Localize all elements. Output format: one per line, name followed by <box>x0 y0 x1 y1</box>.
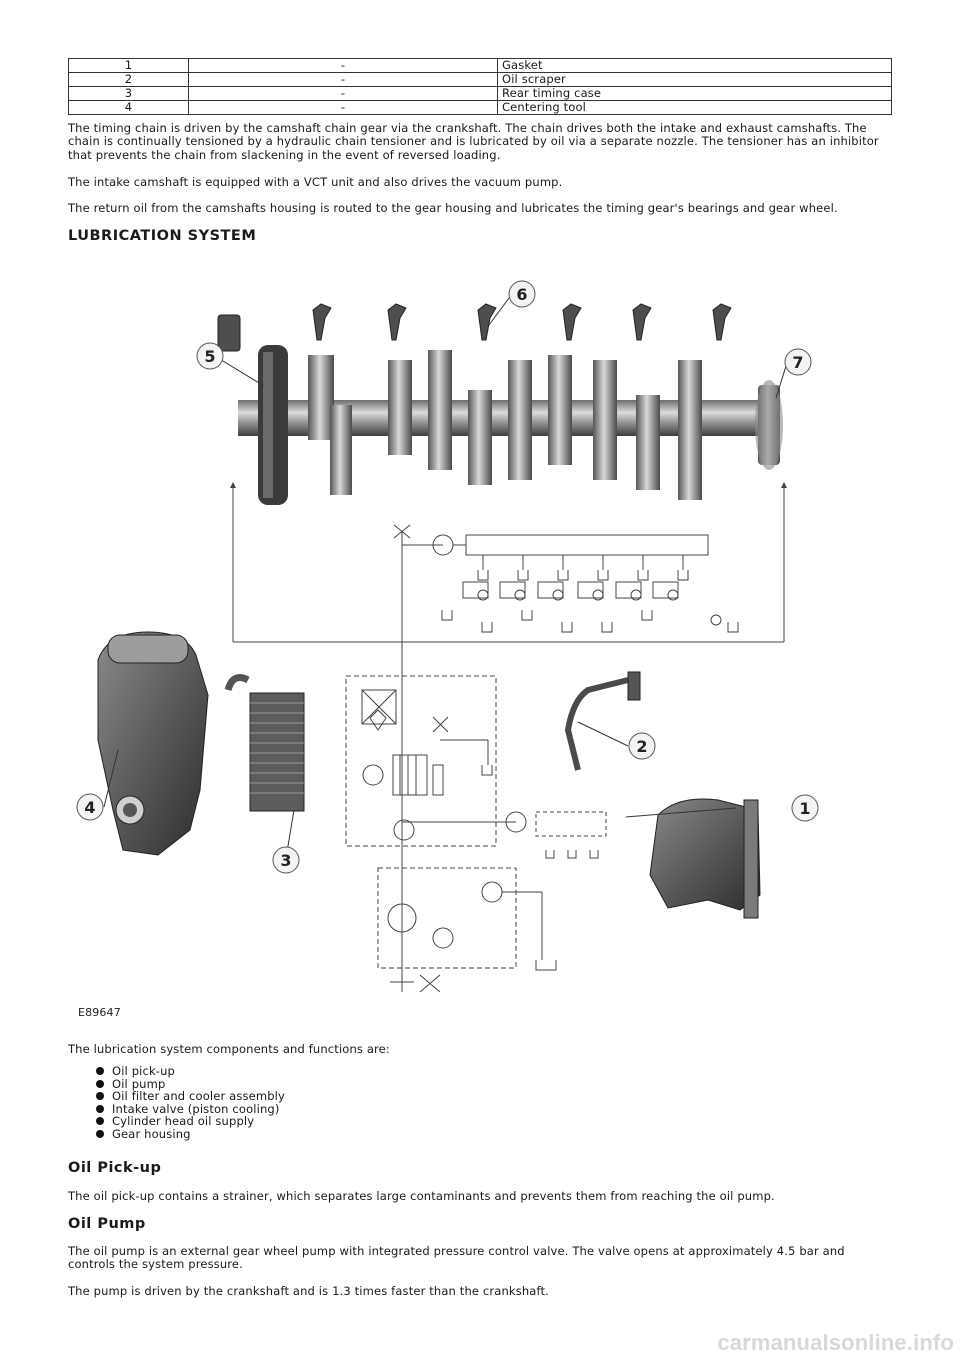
table-row <box>69 59 892 73</box>
callout-label: 1 <box>799 799 811 818</box>
components-table <box>68 58 892 115</box>
oil-pump-heading: Oil Pump <box>68 1216 146 1232</box>
list-item: Gear housing <box>96 1128 285 1141</box>
return-reservoirs <box>442 610 738 632</box>
callout-label: 6 <box>516 285 528 304</box>
callout-label: 5 <box>204 347 216 366</box>
oil-pickup-text: The oil pick-up contains a strainer, which separates large contaminants and prevents them from reaching the oil pump. <box>68 1189 775 1203</box>
table-cell-name: Rear timing case <box>498 87 892 101</box>
oil-pickup-pipe <box>568 672 640 770</box>
table-cell-dash: - <box>189 101 498 115</box>
oil-pump-text: The pump is driven by the crankshaft and is 1.3 times faster than the crankshaft. <box>68 1284 549 1298</box>
piston-cooling-nozzles <box>218 304 731 351</box>
list-item: Cylinder head oil supply <box>96 1115 285 1128</box>
table-cell-dash: - <box>189 59 498 73</box>
table-cell-number: 1 <box>69 59 189 73</box>
oil-pickup-heading: Oil Pick-up <box>68 1160 162 1176</box>
oil-filter-housing <box>98 632 208 855</box>
callout-label: 7 <box>792 353 804 372</box>
list-item: Intake valve (piston cooling) <box>96 1103 285 1116</box>
lubrication-system-diagram <box>68 270 892 1022</box>
table-cell-dash: - <box>189 73 498 87</box>
table-cell-name: Centering tool <box>498 101 892 115</box>
table-cell-number: 2 <box>69 73 189 87</box>
watermark: carmanualsonline.info <box>717 1330 954 1355</box>
table-cell-number: 4 <box>69 101 189 115</box>
table-cell-number: 3 <box>69 87 189 101</box>
intro-paragraph: The intake camshaft is equipped with a VCT unit and also drives the vacuum pump. <box>68 175 563 189</box>
intro-paragraph: The return oil from the camshafts housing is routed to the gear housing and lubricates the timing gear's bearings and gear wheel. <box>68 201 838 215</box>
crankshaft <box>238 345 783 505</box>
table-cell-name: Gasket <box>498 59 892 73</box>
oil-circuit-schematic <box>233 485 784 992</box>
components-intro: The lubrication system components and functions are: <box>68 1042 390 1056</box>
oil-pump <box>650 799 760 918</box>
oil-cooler <box>228 678 304 811</box>
components-list <box>96 1065 285 1141</box>
table-row <box>69 101 892 115</box>
valve-group <box>463 582 721 625</box>
section-heading: LUBRICATION SYSTEM <box>68 228 257 244</box>
intro-paragraph: The timing chain is driven by the camshaft chain gear via the crankshaft. The chain drives both the intake and exhaust camshafts. The chain is continually tensioned by a hydraulic chain tensioner and is lubricated by oil via a separate nozzle. The tensioner has an inhibitor that prevents the chain from slackening in the event of reversed loading. <box>68 121 879 162</box>
table-row <box>69 73 892 87</box>
oil-pump-text: The oil pump is an external gear wheel pump with integrated pressure control valve. The valve opens at approximately 4.5 bar and controls the system pressure. <box>68 1244 845 1272</box>
list-item: Oil filter and cooler assembly <box>96 1090 285 1103</box>
list-item: Oil pick-up <box>96 1065 285 1078</box>
table-cell-dash: - <box>189 87 498 101</box>
callout-label: 2 <box>636 737 648 756</box>
table-cell-name: Oil scraper <box>498 73 892 87</box>
callout-label: 4 <box>84 798 96 817</box>
figure-id: E89647 <box>78 1006 121 1019</box>
list-item: Oil pump <box>96 1078 285 1091</box>
callout-label: 3 <box>280 851 292 870</box>
table-row <box>69 87 892 101</box>
